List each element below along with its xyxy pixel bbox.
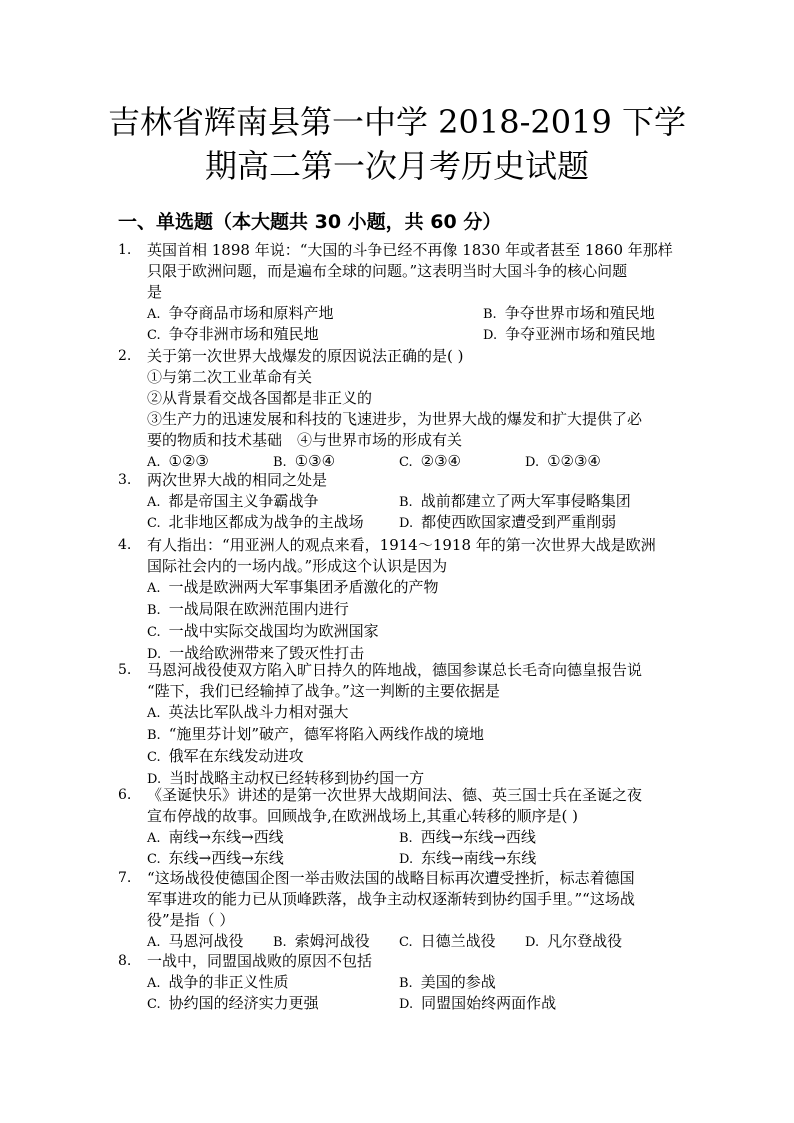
option-a: A. 争夺商品市场和原料产地 — [147, 304, 334, 322]
option-b: B. 西线→东线→西线 — [399, 828, 536, 846]
question-text: 国际社会内的一场内战。”形成这个认识是因为 — [147, 557, 448, 575]
question-text: 役”是指（ ） — [147, 911, 235, 929]
question-text: 关于第一次世界大战爆发的原因说法正确的是( ) — [147, 347, 464, 365]
option-c: C. 北非地区都成为战争的主战场 — [147, 513, 364, 531]
question-text: 要的物质和技术基础 ④与世界市场的形成有关 — [147, 431, 463, 449]
option-a: A. 战争的非正义性质 — [147, 973, 289, 991]
option-d: D. 都使西欧国家遭受到严重削弱 — [399, 513, 617, 531]
option-d: D. 一战给欧洲带来了毁灭性打击 — [147, 644, 365, 662]
question-number: 5. — [118, 662, 132, 678]
option-row — [147, 303, 678, 324]
option-row — [147, 827, 678, 848]
question-7 — [118, 868, 678, 952]
question-text: 有人指出：“用亚洲人的观点来看，1914～1918 年的第一次世界大战是欧洲 — [147, 536, 656, 554]
question-1 — [118, 240, 678, 345]
question-number: 4. — [118, 537, 132, 553]
option-row — [147, 993, 678, 1014]
title-line-1: 吉林省辉南县第一中学 2018-2019 下学 — [107, 103, 687, 141]
title-line-2: 期高二第一次月考历史试题 — [204, 147, 589, 185]
option-b: B. 美国的参战 — [399, 973, 496, 991]
option-d: D. 东线→南线→东线 — [399, 849, 537, 867]
option-b: B. 一战局限在欧洲范围内进行 — [147, 600, 349, 618]
option-row — [147, 451, 678, 472]
option-row — [147, 512, 678, 533]
option-d: D. 凡尔登战役 — [525, 932, 623, 950]
option-a: A. 南线→东线→西线 — [147, 828, 284, 846]
question-text: “陛下，我们已经输掉了战争。”这一判断的主要依据是 — [147, 682, 500, 700]
option-d: D. 争夺亚洲市场和殖民地 — [483, 325, 656, 343]
question-text: 宣布停战的故事。回顾战争,在欧洲战场上,其重心转移的顺序是( ) — [147, 807, 579, 825]
option-a: A. ①②③ — [147, 452, 209, 470]
question-3 — [118, 470, 678, 533]
question-text: “这场战役使德国企图一举击败法国的战略目标再次遭受挫折，标志着德国 — [147, 869, 635, 887]
question-number: 3. — [118, 472, 132, 488]
question-number: 8. — [118, 953, 132, 969]
question-number: 1. — [118, 242, 132, 258]
option-c: C. ②③④ — [399, 452, 461, 470]
question-number: 2. — [118, 348, 132, 364]
question-8 — [118, 951, 678, 1014]
option-a: A. 英法比军队战斗力相对强大 — [147, 703, 349, 721]
question-text: ③生产力的迅速发展和科技的飞速进步，为世界大战的爆发和扩大提供了必 — [147, 410, 643, 428]
question-number: 7. — [118, 870, 132, 886]
question-text: 一战中，同盟国战败的原因不包括 — [147, 952, 373, 970]
option-row — [147, 491, 678, 512]
question-text: 只限于欧洲问题，而是遍布全球的问题。”这表明当时大国斗争的核心问题 — [147, 262, 628, 280]
option-c: C. 争夺非洲市场和殖民地 — [147, 325, 319, 343]
option-a: A. 马恩河战役 — [147, 932, 244, 950]
option-d: D. 同盟国始终两面作战 — [399, 994, 557, 1012]
question-4 — [118, 535, 678, 665]
document-title — [0, 100, 794, 188]
option-a: A. 一战是欧洲两大军事集团矛盾激化的产物 — [147, 578, 439, 596]
section-heading: 一、单选题（本大题共 30 小题，共 60 分） — [118, 211, 502, 233]
option-row — [147, 931, 678, 952]
question-text: 军事进攻的能力已从顶峰跌落，战争主动权逐渐转到协约国手里。”“这场战 — [147, 890, 635, 908]
option-c: C. 一战中实际交战国均为欧洲国家 — [147, 622, 379, 640]
option-b: B. “施里芬计划”破产，德军将陷入两线作战的境地 — [147, 725, 485, 743]
option-row — [147, 324, 678, 345]
question-2 — [118, 346, 678, 472]
question-text: 马恩河战役使双方陷入旷日持久的阵地战，德国参谋总长毛奇向德皇报告说 — [147, 661, 643, 679]
option-b: B. 战前都建立了两大军事侵略集团 — [399, 492, 631, 510]
question-5 — [118, 660, 678, 790]
question-text: 是 — [147, 283, 163, 301]
option-b: B. ①③④ — [273, 452, 336, 470]
option-b: B. 争夺世界市场和殖民地 — [483, 304, 655, 322]
option-b: B. 索姆河战役 — [273, 932, 370, 950]
option-d: D. 当时战略主动权已经转移到协约国一方 — [147, 769, 425, 787]
option-c: C. 俄军在东线发动进攻 — [147, 747, 304, 765]
question-text: 《圣诞快乐》讲述的是第一次世界大战期间法、德、英三国士兵在圣诞之夜 — [147, 786, 643, 804]
option-c: C. 日德兰战役 — [399, 932, 496, 950]
question-text: ①与第二次工业革命有关 — [147, 368, 313, 386]
option-a: A. 都是帝国主义争霸战争 — [147, 492, 319, 510]
question-number: 6. — [118, 787, 132, 803]
option-row — [147, 848, 678, 869]
question-text: 英国首相 1898 年说：“大国的斗争已经不再像 1830 年或者甚至 1860 年那样 — [147, 241, 673, 259]
question-text: 两次世界大战的相同之处是 — [147, 471, 328, 489]
option-c: C. 东线→西线→东线 — [147, 849, 284, 867]
question-6 — [118, 785, 678, 869]
question-text: ②从背景看交战各国都是非正义的 — [147, 389, 373, 407]
option-d: D. ①②③④ — [525, 452, 601, 470]
option-c: C. 协约国的经济实力更强 — [147, 994, 319, 1012]
option-row — [147, 972, 678, 993]
